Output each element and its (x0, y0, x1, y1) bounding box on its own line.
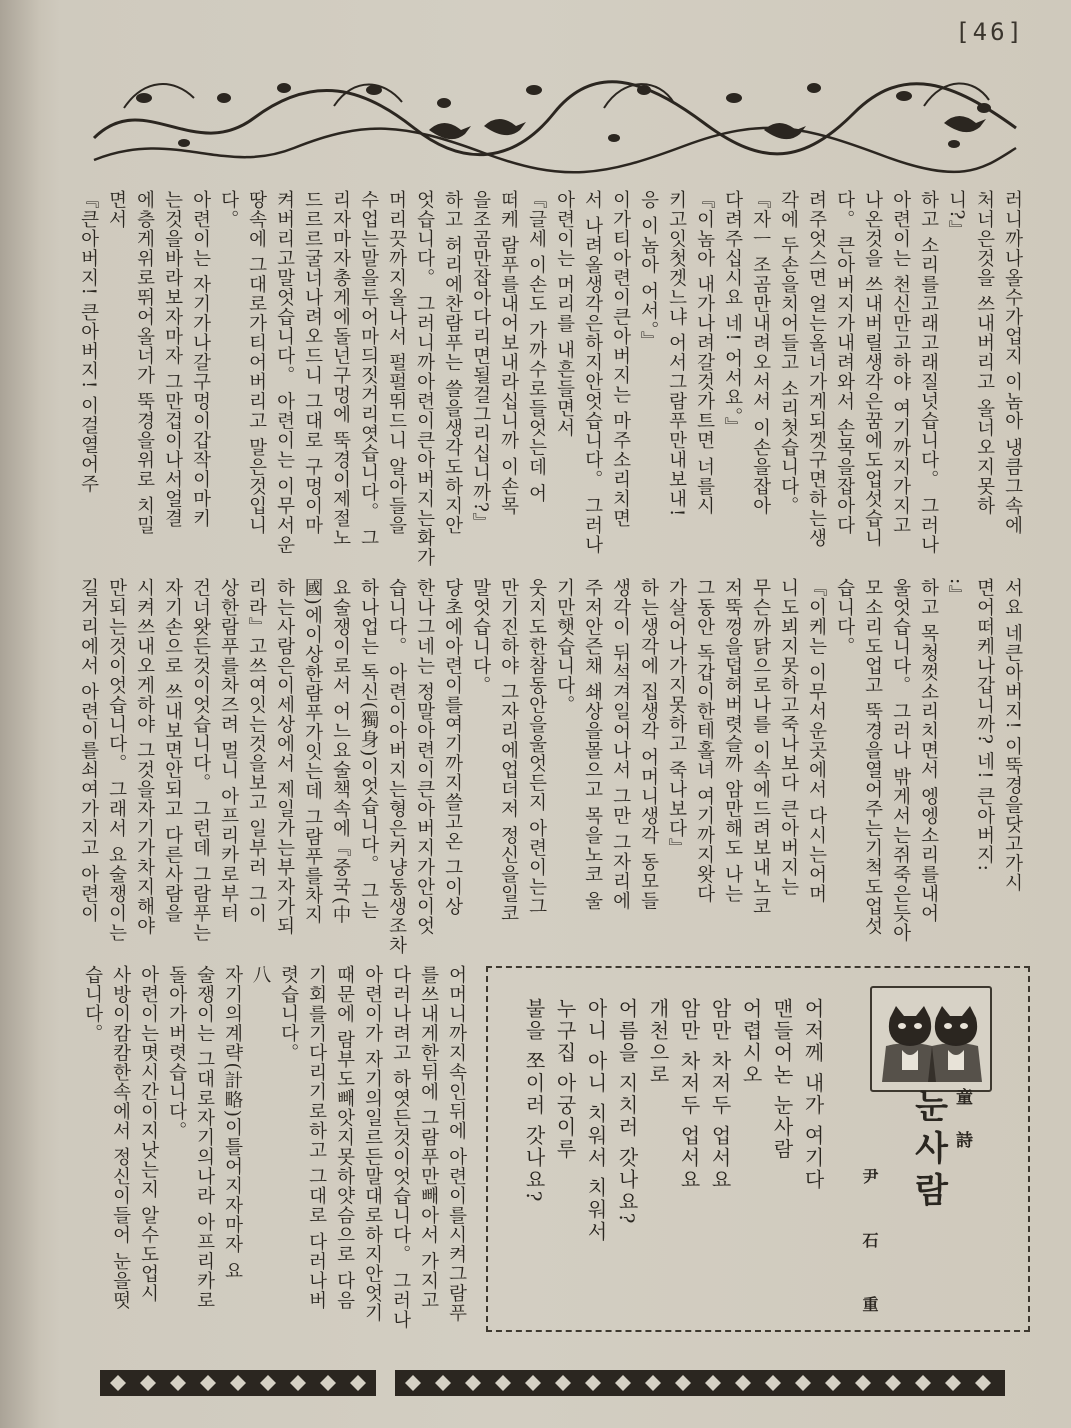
footer-ornament-right-icon (395, 1370, 1005, 1396)
cat-icon (872, 988, 990, 1090)
poem-box (486, 966, 1030, 1332)
author-char: 重 (860, 1296, 879, 1318)
cats-illustration (870, 986, 992, 1092)
header-ornament-icon (84, 68, 1026, 180)
poem-title: 눈사람 (908, 1088, 948, 1214)
poem-lines: 어저께 내가 여기다 맨들어논 눈사람 어렵시오 암만 차저두 업서요 암만 차저두 업서요 개천으로 어름을 지치러 갓나요? 아니 아니 치워서 치워서 누구집 아궁이루 불을 쪼이러 갓나요? (522, 998, 825, 1244)
page-number: [46] (955, 18, 1025, 46)
poem-kind-label: 童 詩 (952, 1088, 972, 1158)
author-char: 尹 (860, 1168, 879, 1190)
text-block-lower: 어머니까지속인뒤에 아련이를시켜그람푸 를쓰내게한뒤에 그람푸만빼아서 가지고 다러나려고 하엿든것이엇습니다。 그러나 아련이가 자기의일르든말대로하지안엇기 때문에 람부도빼앗지못하얏슴으로 다음 기회를기다리기로하고 그대로 다러나버 렷습니다。 八 자기의계략(計略)이틀어지자마자 요 술쟁이는 그대로자기의나라 아프리카로 돌아가버렷습니다。 아련이는몃시간이지낫는지 알수도업시 사방이캄캄한속에서 정신이들어 눈을떳 습니다。 (82, 965, 467, 1330)
footer-ornament-left-icon (100, 1370, 376, 1396)
text-block-upper: 러니까나올수가업지 이놈아 냉큼그속에 처너은것을 쓰내버리고 올너오지못하 니?』 하고 소리를고래고래질넛습니다。 그러나 아련이는 천신만고하야 여기까지가지고 나온것을 쓰내버릴생각은꿈에도업섯습니 다。 큰아버지가내려와서 손목을잡아다 려주엇스면 얼는올너가게되겟구면하는생 각에 두손을치어들고 소리첫습니다。 『자ㅡ 조곰만내려오서서 이손을잡아 다려주십시요 네! 어서요。』 『이놈아 내가나려갈것가트면 너를시 키고잇첫겟느냐 어서그람푸만내보내! 응 이놈아 어서。』 이가티아련이큰아버지는 마주소리치면 서 나려올생각은하지안엇습니다。 그러나 아련이는 머리를 내흔들면서 『글세 이손도 가까수로들엇는데 어 떠케 람푸를내어보내라십니까 이손목 을조곰만잡아다리면될걸그리십니까?』 하고 허리에찬람푸는 쓸을생각도하지안 엇습니다。 그러니까아련이큰아버지는화가 머리끗까지올나서 펄펄뛰드니 알아들을 수업는말을두어마듸짓거리엿습니다。 그 리자마자총게에돌넌구멍에 뚝경이제절노 드르르굴너나려오드니 그대로 구멍이마 켜버리고말엇습니다。 아련이는 이무서운 땅속에 그대로가티어버리고 말은것입니 다。 아련이는 자기가나갈구멍이갑작이마키 는것을바라보자마자 그만겁이나서얼결 에층게위로뛰어올너가 뚝경을위로 치밀 면서 『큰아버지! 큰아버지! 이걸열어주 (78, 190, 1023, 568)
text-block-middle: 서요 네큰아버지! 이뚝경을닷고가시 면어떠케나갑니까? 네! 큰아버지: :』 하고 목청껏소리치면서 엥엥소리를내어 울엇습니다。 그러나 밖게서는쥐죽은듯아 모소리도업고 뚝경을열어주는기척도업섯 습니다。 『이케는 이무서운곳에서 다시는어머 니도뵈지못하고죽나보다 큰아버지는 무슨까닭으로나를 이속에드려보내노코 저뚝껑을덥허버렷슬까 암만해도 나는 그동안 독갑이한테홀녀 여기까지왓다 가살어나가지못하고 죽나보다』 하는생각에 집생각 어머니생각 동모들 생각이 뒤석겨일어나서 그만 그자리에 주저안즌채 쇄상을몰으고 목을노코 울 기만햇습니다。 웃지도한참동안을울엇든지 아련이는그 만기진하야 그자리에업더저 정신을일코 말엇습니다。 당초에아련이를여기까지쓸고온 그이상 한나그네는 정말아련이큰아버지가안이엇 습니다。 아련이아버지는형은커냥동생조차 하나업는 독신(獨身)이엇습니다。 그는 요술쟁이로서 어느요술책속에『중국(中 國)에이상한람푸가잇는데 그람푸를차지 하는사람은이세상에서 제일가는부자가되 리라』고쓰여잇는것을보고 일부러 그이 상한람푸를차즈려 멀니 아프리카로부터 건너왓든것이엇습니다。 그런데 그람푸는 자기손으로 쓰내보면안되고 다른사람을 시켜쓰내오게하야 그것을자기가차지해야 만되는것이엇습니다。 그래서 요술쟁이는 길거리에서 아련이를쇠여가지고 아련이 (78, 578, 1023, 956)
poem-author (858, 1168, 881, 1318)
author-char: 石 (860, 1232, 879, 1254)
